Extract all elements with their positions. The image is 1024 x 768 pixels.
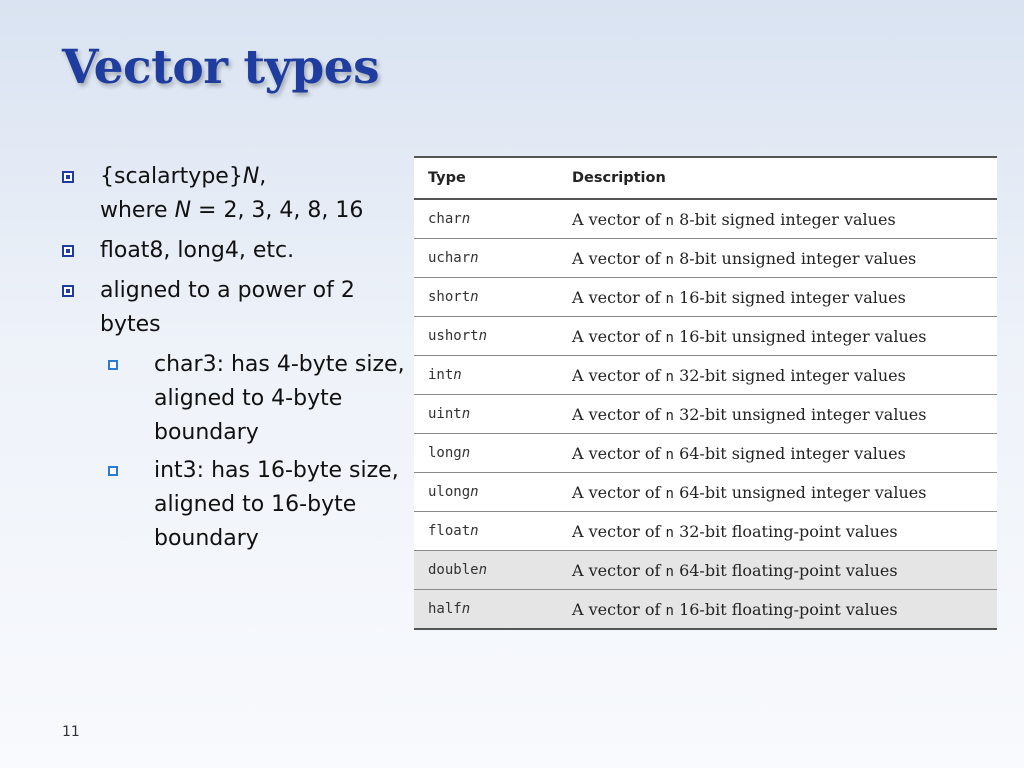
description-n: n: [665, 368, 674, 385]
bullet-text: where: [100, 198, 175, 223]
bullet-item: [62, 160, 407, 228]
description-prefix: A vector of: [572, 287, 666, 307]
description-n: n: [665, 563, 674, 580]
type-cell: [414, 278, 558, 317]
description-cell: [558, 551, 997, 590]
type-cell: [414, 356, 558, 395]
bullet-text: = 2, 3, 4, 8, 16: [191, 198, 364, 223]
description-n: n: [665, 212, 674, 229]
type-cell: [414, 473, 558, 512]
square-bullet-icon: [62, 285, 74, 297]
description-cell: [558, 317, 997, 356]
bullet-line: [100, 160, 407, 194]
table-row: [414, 199, 997, 239]
sub-bullet-text: aligned to 16-byte: [154, 492, 357, 517]
description-prefix: A vector of: [572, 443, 666, 463]
description-suffix: 8-bit unsigned integer values: [673, 248, 917, 268]
type-suffix: n: [461, 445, 471, 461]
description-suffix: 64-bit unsigned integer values: [673, 482, 927, 502]
type-name: double: [428, 562, 479, 578]
bullet-text: aligned to a power of 2: [100, 278, 355, 303]
slide-title: Vector types: [62, 40, 380, 95]
square-sub-bullet-icon: [108, 360, 118, 370]
bullet-item: [62, 234, 407, 268]
table-row: [414, 395, 997, 434]
bullet-text: ,: [259, 164, 267, 189]
type-suffix: n: [470, 523, 479, 539]
description-prefix: A vector of: [572, 209, 666, 229]
sub-bullet-text: char3: has 4-byte size,: [154, 352, 405, 377]
description-cell: [558, 356, 997, 395]
description-prefix: A vector of: [572, 326, 666, 346]
sub-bullet-item: [108, 348, 407, 450]
bullet-text: bytes: [100, 312, 161, 337]
type-suffix: n: [453, 367, 462, 383]
type-suffix: n: [470, 289, 479, 305]
type-cell: [414, 512, 558, 551]
type-name: uint: [428, 406, 462, 422]
description-suffix: 32-bit floating-point values: [673, 521, 898, 541]
bullet-text: {scalartype}: [100, 164, 243, 189]
description-suffix: 32-bit unsigned integer values: [673, 404, 927, 424]
table-body: [414, 199, 997, 629]
type-cell: [414, 434, 558, 473]
description-cell: [558, 395, 997, 434]
description-suffix: 16-bit floating-point values: [673, 599, 898, 619]
type-name: half: [428, 601, 462, 617]
square-sub-bullet-icon: [108, 466, 118, 476]
description-prefix: A vector of: [572, 560, 666, 580]
type-name: char: [428, 211, 462, 227]
type-cell: [414, 551, 558, 590]
type-name: uchar: [428, 250, 471, 266]
type-suffix: n: [470, 250, 479, 266]
description-prefix: A vector of: [572, 404, 666, 424]
type-suffix: n: [461, 406, 471, 422]
type-suffix: n: [461, 211, 471, 227]
bullet-text: float8, long4, etc.: [100, 238, 295, 263]
description-prefix: A vector of: [572, 482, 666, 502]
column-header-type: Type: [414, 157, 558, 199]
description-n: n: [665, 290, 674, 307]
description-n: n: [665, 446, 674, 463]
description-n: n: [665, 485, 674, 502]
bullet-list: [62, 160, 407, 560]
type-name: float: [428, 523, 471, 539]
description-suffix: 8-bit signed integer values: [673, 209, 896, 229]
table-row: [414, 356, 997, 395]
description-cell: [558, 473, 997, 512]
bullet-item: [62, 274, 407, 342]
description-prefix: A vector of: [572, 365, 666, 385]
table-row: [414, 512, 997, 551]
description-prefix: A vector of: [572, 248, 666, 268]
description-n: n: [665, 524, 674, 541]
table-row: [414, 590, 997, 630]
square-bullet-icon: [62, 171, 74, 183]
table-header-row: [414, 157, 997, 199]
sub-bullet-text: boundary: [154, 526, 259, 551]
type-name: int: [428, 367, 454, 383]
type-suffix: n: [478, 562, 488, 578]
description-n: n: [665, 602, 674, 619]
description-cell: [558, 434, 997, 473]
description-cell: [558, 512, 997, 551]
description-n: n: [665, 407, 674, 424]
type-suffix: n: [461, 601, 471, 617]
page-number: 11: [62, 724, 80, 740]
description-suffix: 64-bit floating-point values: [673, 560, 898, 580]
type-cell: [414, 317, 558, 356]
vector-types-table: [414, 156, 997, 630]
type-cell: [414, 590, 558, 630]
bullet-variable: N: [242, 164, 260, 189]
table-row: [414, 239, 997, 278]
description-n: n: [665, 329, 674, 346]
description-cell: [558, 278, 997, 317]
type-cell: [414, 199, 558, 239]
table-row: [414, 434, 997, 473]
sub-bullet-text: int3: has 16-byte size,: [154, 458, 399, 483]
type-name: ulong: [428, 484, 471, 500]
square-bullet-icon: [62, 245, 74, 257]
description-suffix: 16-bit unsigned integer values: [673, 326, 927, 346]
type-cell: [414, 395, 558, 434]
description-cell: [558, 590, 997, 630]
type-cell: [414, 239, 558, 278]
table-row: [414, 278, 997, 317]
table-row: [414, 317, 997, 356]
description-suffix: 64-bit signed integer values: [673, 443, 906, 463]
column-header-description: Description: [558, 157, 997, 199]
sub-bullet-text: aligned to 4-byte: [154, 386, 343, 411]
type-name: short: [428, 289, 471, 305]
description-cell: [558, 239, 997, 278]
description-prefix: A vector of: [572, 599, 666, 619]
bullet-variable: N: [174, 198, 192, 223]
type-name: long: [428, 445, 462, 461]
type-name: ushort: [428, 328, 479, 344]
type-suffix: n: [478, 328, 488, 344]
table-row: [414, 473, 997, 512]
description-suffix: 32-bit signed integer values: [673, 365, 906, 385]
description-prefix: A vector of: [572, 521, 666, 541]
type-suffix: n: [470, 484, 479, 500]
sub-bullet-text: boundary: [154, 420, 259, 445]
bullet-line: [100, 194, 407, 228]
description-n: n: [665, 251, 674, 268]
table-row: [414, 551, 997, 590]
description-suffix: 16-bit signed integer values: [673, 287, 906, 307]
description-cell: [558, 199, 997, 239]
sub-bullet-item: [108, 454, 407, 556]
